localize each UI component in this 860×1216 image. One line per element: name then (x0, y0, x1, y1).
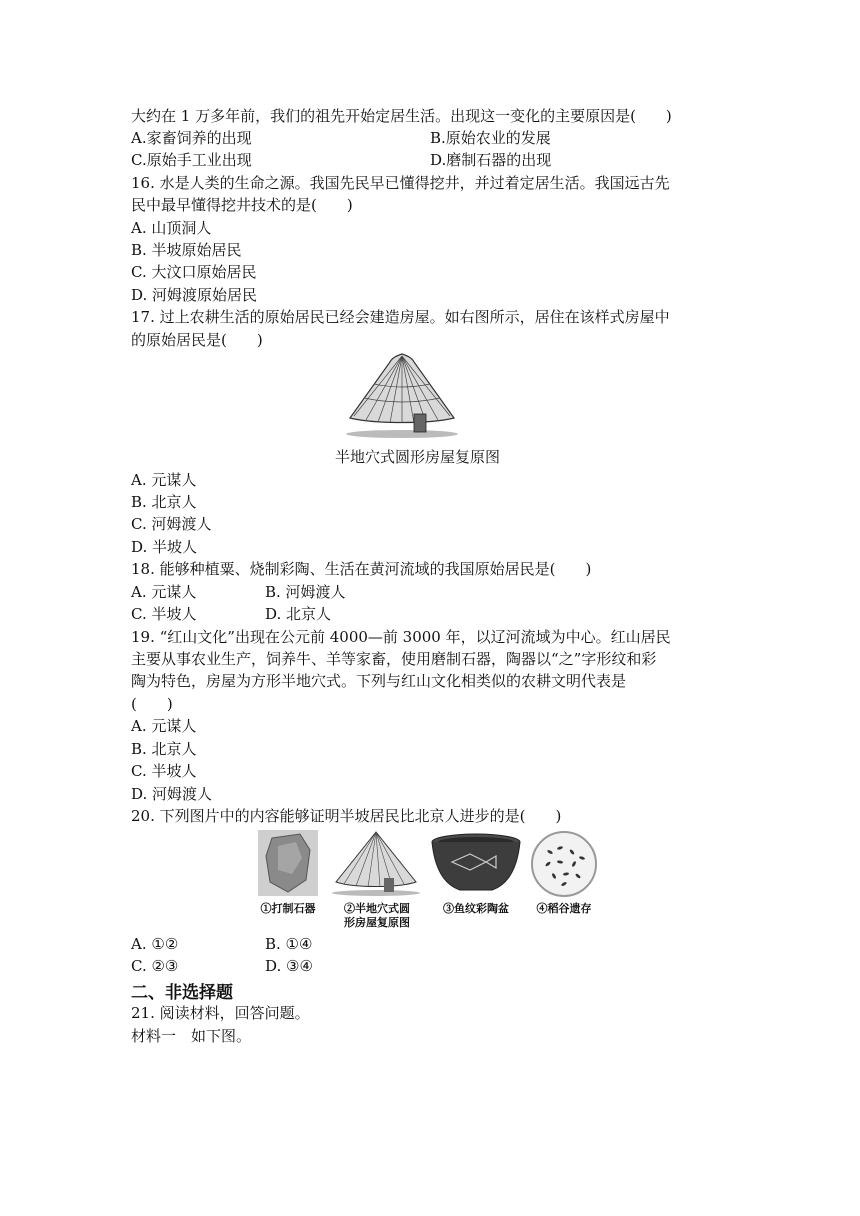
q17-option-d: D. 半坡人 (131, 538, 198, 556)
q18-option-c: C. 半坡人 (131, 605, 197, 623)
hut-thumb-icon (330, 828, 422, 898)
q18-option-a: A. 元谋人 (131, 583, 197, 601)
q19-stem-line2: 主要从事农业生产，饲养牛、羊等家畜，使用磨制石器，陶器以“之”字形纹和彩 (131, 650, 657, 668)
q20-option-a: A. ①② (131, 935, 179, 953)
q18-option-d: D. 北京人 (265, 605, 332, 623)
q16-option-c: C. 大汶口原始居民 (131, 263, 257, 281)
q19-stem-line4: ( ) (131, 695, 173, 713)
q21-material-1: 材料一 如下图。 (131, 1027, 252, 1045)
rice-grains-icon (530, 830, 598, 898)
stone-tool-photo (258, 830, 318, 896)
q17-option-a: A. 元谋人 (131, 471, 197, 489)
pottery-basin-icon (430, 832, 522, 896)
q19-stem-line3: 陶为特色，房屋为方形半地穴式。下列与红山文化相类似的农耕文明代表是 (131, 672, 627, 690)
q19-option-b: B. 北京人 (131, 740, 197, 758)
q18-stem: 18. 能够种植粟、烧制彩陶、生活在黄河流域的我国原始居民是( ) (131, 560, 592, 578)
rice-remains-photo (530, 830, 598, 898)
q15-option-a: A.家畜饲养的出现 (131, 129, 252, 147)
section-heading: 二、非选择题 (131, 983, 233, 1003)
q20-option-b: B. ①④ (265, 935, 313, 953)
q17-stem-line2: 的原始居民是( ) (131, 331, 263, 349)
q15-option-d: D.磨制石器的出现 (430, 151, 552, 169)
q17-figure-caption: 半地穴式圆形房屋复原图 (335, 448, 501, 466)
q17-stem-line1: 17. 过上农耕生活的原始居民已经会建造房屋。如右图所示，居住在该样式房屋中 (131, 308, 670, 326)
q21-stem: 21. 阅读材料，回答问题。 (131, 1004, 310, 1022)
q20-option-c: C. ②③ (131, 957, 179, 975)
q20-caption-1: ①打制石器 (260, 902, 316, 915)
q16-stem-line1: 16. 水是人类的生命之源。我国先民早已懂得挖井，并过着定居生活。我国远古先 (131, 174, 670, 192)
q20-caption-2-line1: ②半地穴式圆 (344, 902, 410, 915)
q16-option-a: A. 山顶洞人 (131, 219, 212, 237)
hut-thumbnail (330, 828, 422, 898)
stone-tool-icon (258, 830, 318, 896)
q15-option-c: C.原始手工业出现 (131, 151, 252, 169)
q17-option-c: C. 河姆渡人 (131, 515, 212, 533)
q20-caption-4: ④稻谷遗存 (536, 902, 592, 915)
q20-stem: 20. 下列图片中的内容能够证明半坡居民比北京人进步的是( ) (131, 807, 562, 825)
q19-option-d: D. 河姆渡人 (131, 785, 213, 803)
q15-option-b: B.原始农业的发展 (430, 129, 551, 147)
q20-option-d: D. ③④ (265, 957, 313, 975)
q18-option-b: B. 河姆渡人 (265, 583, 346, 601)
q19-option-a: A. 元谋人 (131, 717, 197, 735)
q17-option-b: B. 北京人 (131, 493, 197, 511)
q19-stem-line1: 19. “红山文化”出现在公元前 4000—前 3000 年，以辽河流域为中心。红山居民 (131, 628, 671, 646)
q20-caption-2-line2: 形房屋复原图 (344, 916, 410, 929)
q16-stem-line2: 民中最早懂得挖井技术的是( ) (131, 196, 353, 214)
q20-caption-3: ③鱼纹彩陶盆 (443, 902, 509, 915)
q15-stem: 大约在 1 万多年前，我们的祖先开始定居生活。出现这一变化的主要原因是( ) (131, 107, 672, 125)
hut-illustration (344, 350, 460, 440)
q16-option-b: B. 半坡原始居民 (131, 241, 242, 259)
hut-icon (344, 350, 460, 440)
q16-option-d: D. 河姆渡原始居民 (131, 286, 258, 304)
fish-pottery-photo (430, 832, 522, 896)
q19-option-c: C. 半坡人 (131, 762, 197, 780)
